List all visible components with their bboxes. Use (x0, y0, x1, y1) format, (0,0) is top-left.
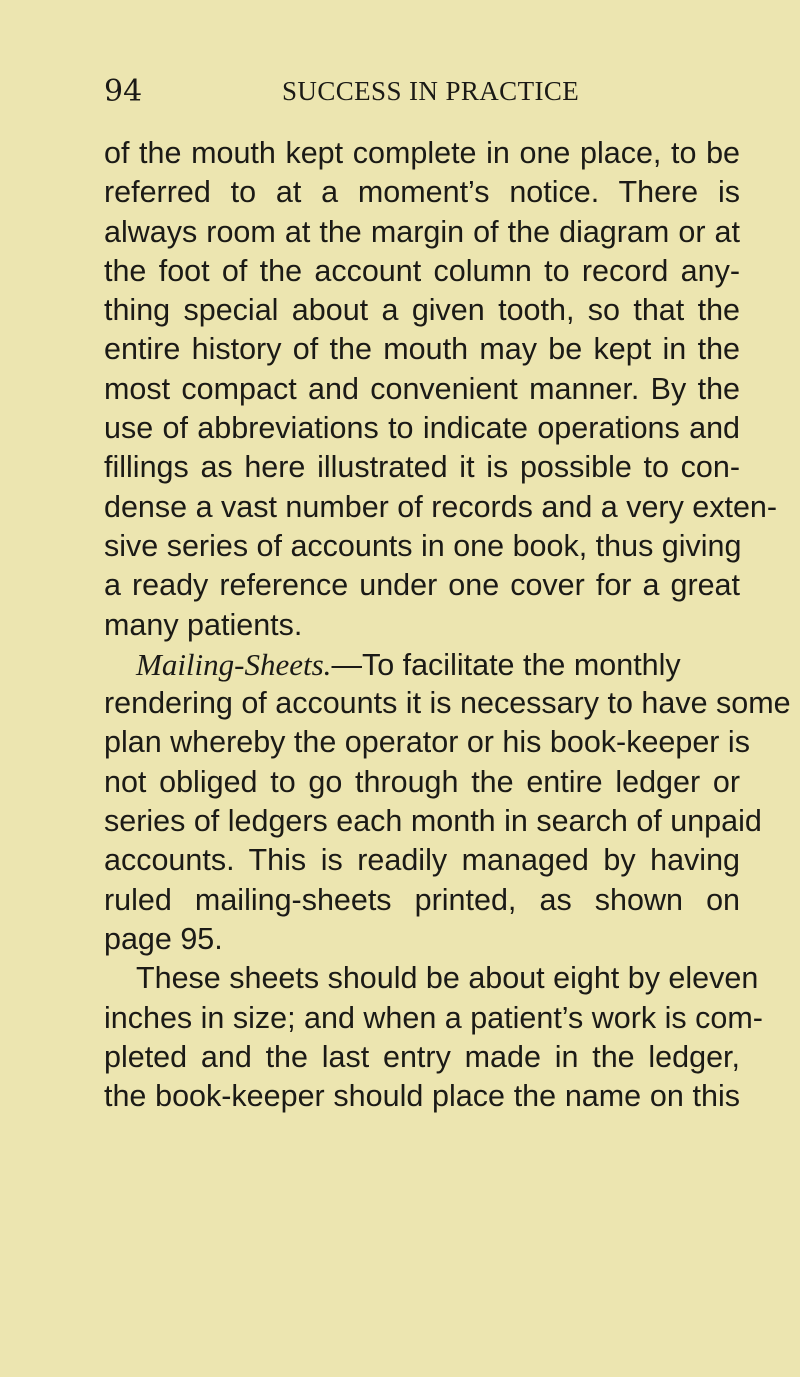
text-line: always room at the margin of the diagram or at (104, 214, 740, 249)
text-line: inches in size; and when a patient’s work is com- (104, 1000, 763, 1035)
text-line: referred to at a moment’s notice. There is (104, 175, 740, 210)
text-line: These sheets should be about eight by eleven (136, 961, 759, 996)
text-line: entire history of the mouth may be kept in the (104, 332, 740, 367)
text-line: a ready reference under one cover for a great (104, 568, 740, 603)
text-line: series of ledgers each month in search of unpaid (104, 804, 762, 839)
section-first-line (104, 645, 740, 684)
text-line: most compact and convenient manner. By the (104, 371, 740, 406)
text-line: dense a vast number of records and a very exten- (104, 489, 778, 524)
body-text (104, 134, 791, 1116)
text-line: plan whereby the operator or his book-keeper is (104, 725, 750, 760)
running-title: SUCCESS IN PRACTICE (282, 76, 580, 106)
text-line: sive series of accounts in one book, thus giving (104, 528, 742, 563)
text-line: rendering of accounts it is necessary to have some (104, 686, 791, 721)
text-line: page 95. (104, 921, 223, 956)
page-number: 94 (104, 74, 143, 109)
text-line: not obliged to go through the entire ledger or (104, 764, 740, 799)
text-line: use of abbreviations to indicate operations and (104, 411, 740, 446)
text-line: accounts. This is readily managed by having (104, 843, 740, 878)
text-line: many patients. (104, 607, 303, 642)
section-first-line-text: —To facilitate the monthly (331, 647, 681, 682)
text-line: ruled mailing-sheets printed, as shown on (104, 882, 740, 917)
section-heading: Mailing-Sheets. (136, 646, 332, 682)
text-line: of the mouth kept complete in one place, to be (104, 136, 740, 170)
text-line: thing special about a given tooth, so that the (104, 293, 740, 328)
text-line: fillings as here illustrated it is possible to con- (104, 450, 740, 485)
text-line: the foot of the account column to record any- (104, 253, 740, 288)
text-line: the book-keeper should place the name on this (104, 1079, 740, 1114)
text-line: pleted and the last entry made in the ledger, (104, 1039, 740, 1074)
